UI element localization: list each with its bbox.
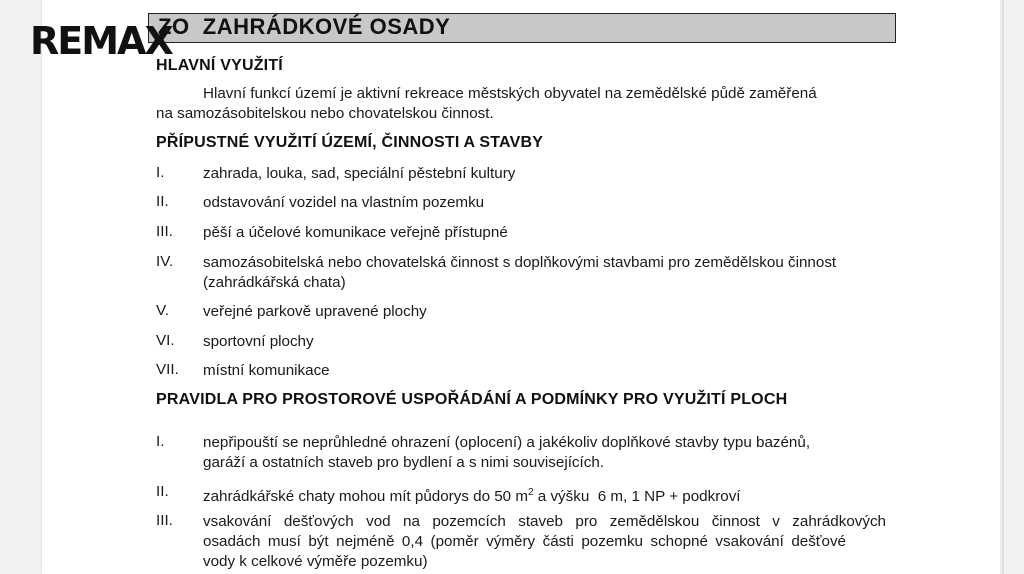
heading-spatial-rules: PRAVIDLA PRO PROSTOROVÉ USPOŘÁDÁNÍ A PODMÍNKY PRO VYUŽITÍ PLOCH <box>156 391 788 408</box>
allowed-item-number: VII. <box>156 361 179 378</box>
allowed-item-text: pěší a účelové komunikace veřejně přístupné <box>203 224 508 241</box>
rule-item-text-cont: osadách musí být nejméně 0,4 (poměr výměry části pozemku schopné vsakování dešťové <box>203 533 846 550</box>
area-unit-exponent: 2 <box>528 487 534 498</box>
heading-main-use: HLAVNÍ VYUŽITÍ <box>156 57 283 74</box>
rule-item-text-cont: vody k celkové výměře pozemku) <box>203 553 428 570</box>
allowed-item-text: odstavování vozidel na vlastním pozemku <box>203 194 485 211</box>
main-use-line-1: Hlavní funkcí území je aktivní rekreace městských obyvatel na zemědělské půdě zaměřená <box>203 85 817 102</box>
allowed-item-text: samozásobitelská nebo chovatelská činnost s doplňkovými stavbami pro zemědělskou činnost <box>203 254 837 271</box>
remax-logo: REMAX <box>30 19 172 63</box>
allowed-item-number: IV. <box>156 253 174 270</box>
allowed-item-number: II. <box>156 193 169 210</box>
rule-item-number: I. <box>156 433 165 450</box>
main-use-line-2: na samozásobitelskou nebo chovatelskou činnost. <box>156 105 494 122</box>
rule-item-number: II. <box>156 483 169 500</box>
allowed-item-text-cont: (zahrádkářská chata) <box>203 274 346 291</box>
rule-item-text-a: zahrádkářské chaty mohou mít půdorys do 50 m <box>203 488 529 506</box>
rule-item-text: vsakování dešťových vod na pozemcích staveb pro zemědělskou činnost v zahrádkových <box>203 513 886 530</box>
page-edge <box>1002 0 1004 574</box>
rule-item-text-b: a výšku 6 m, 1 NP + podkroví <box>533 488 741 506</box>
document-title: ZO ZAHRÁDKOVÉ OSADY <box>158 14 451 39</box>
rule-item-number: III. <box>156 512 173 529</box>
allowed-item-text: zahrada, louka, sad, speciální pěstební kultury <box>203 165 516 182</box>
allowed-item-number: III. <box>156 223 173 240</box>
allowed-item-text: místní komunikace <box>203 362 330 379</box>
allowed-item-number: VI. <box>156 332 175 349</box>
rule-item-text: nepřipouští se neprůhledné ohrazení (oplocení) a jakékoliv doplňkové stavby typu bazénů, <box>203 434 811 451</box>
rule-item-text-cont: garáží a ostatních staveb pro bydlení a s nimi souvisejících. <box>203 454 604 471</box>
allowed-item-text: veřejné parkově upravené plochy <box>203 303 427 320</box>
allowed-item-number: I. <box>156 164 165 181</box>
allowed-item-number: V. <box>156 302 169 319</box>
allowed-item-text: sportovní plochy <box>203 333 314 350</box>
heading-allowed-use: PŘÍPUSTNÉ VYUŽITÍ ÚZEMÍ, ČINNOSTI A STAVBY <box>156 134 544 151</box>
rule-item-text <box>203 483 741 507</box>
